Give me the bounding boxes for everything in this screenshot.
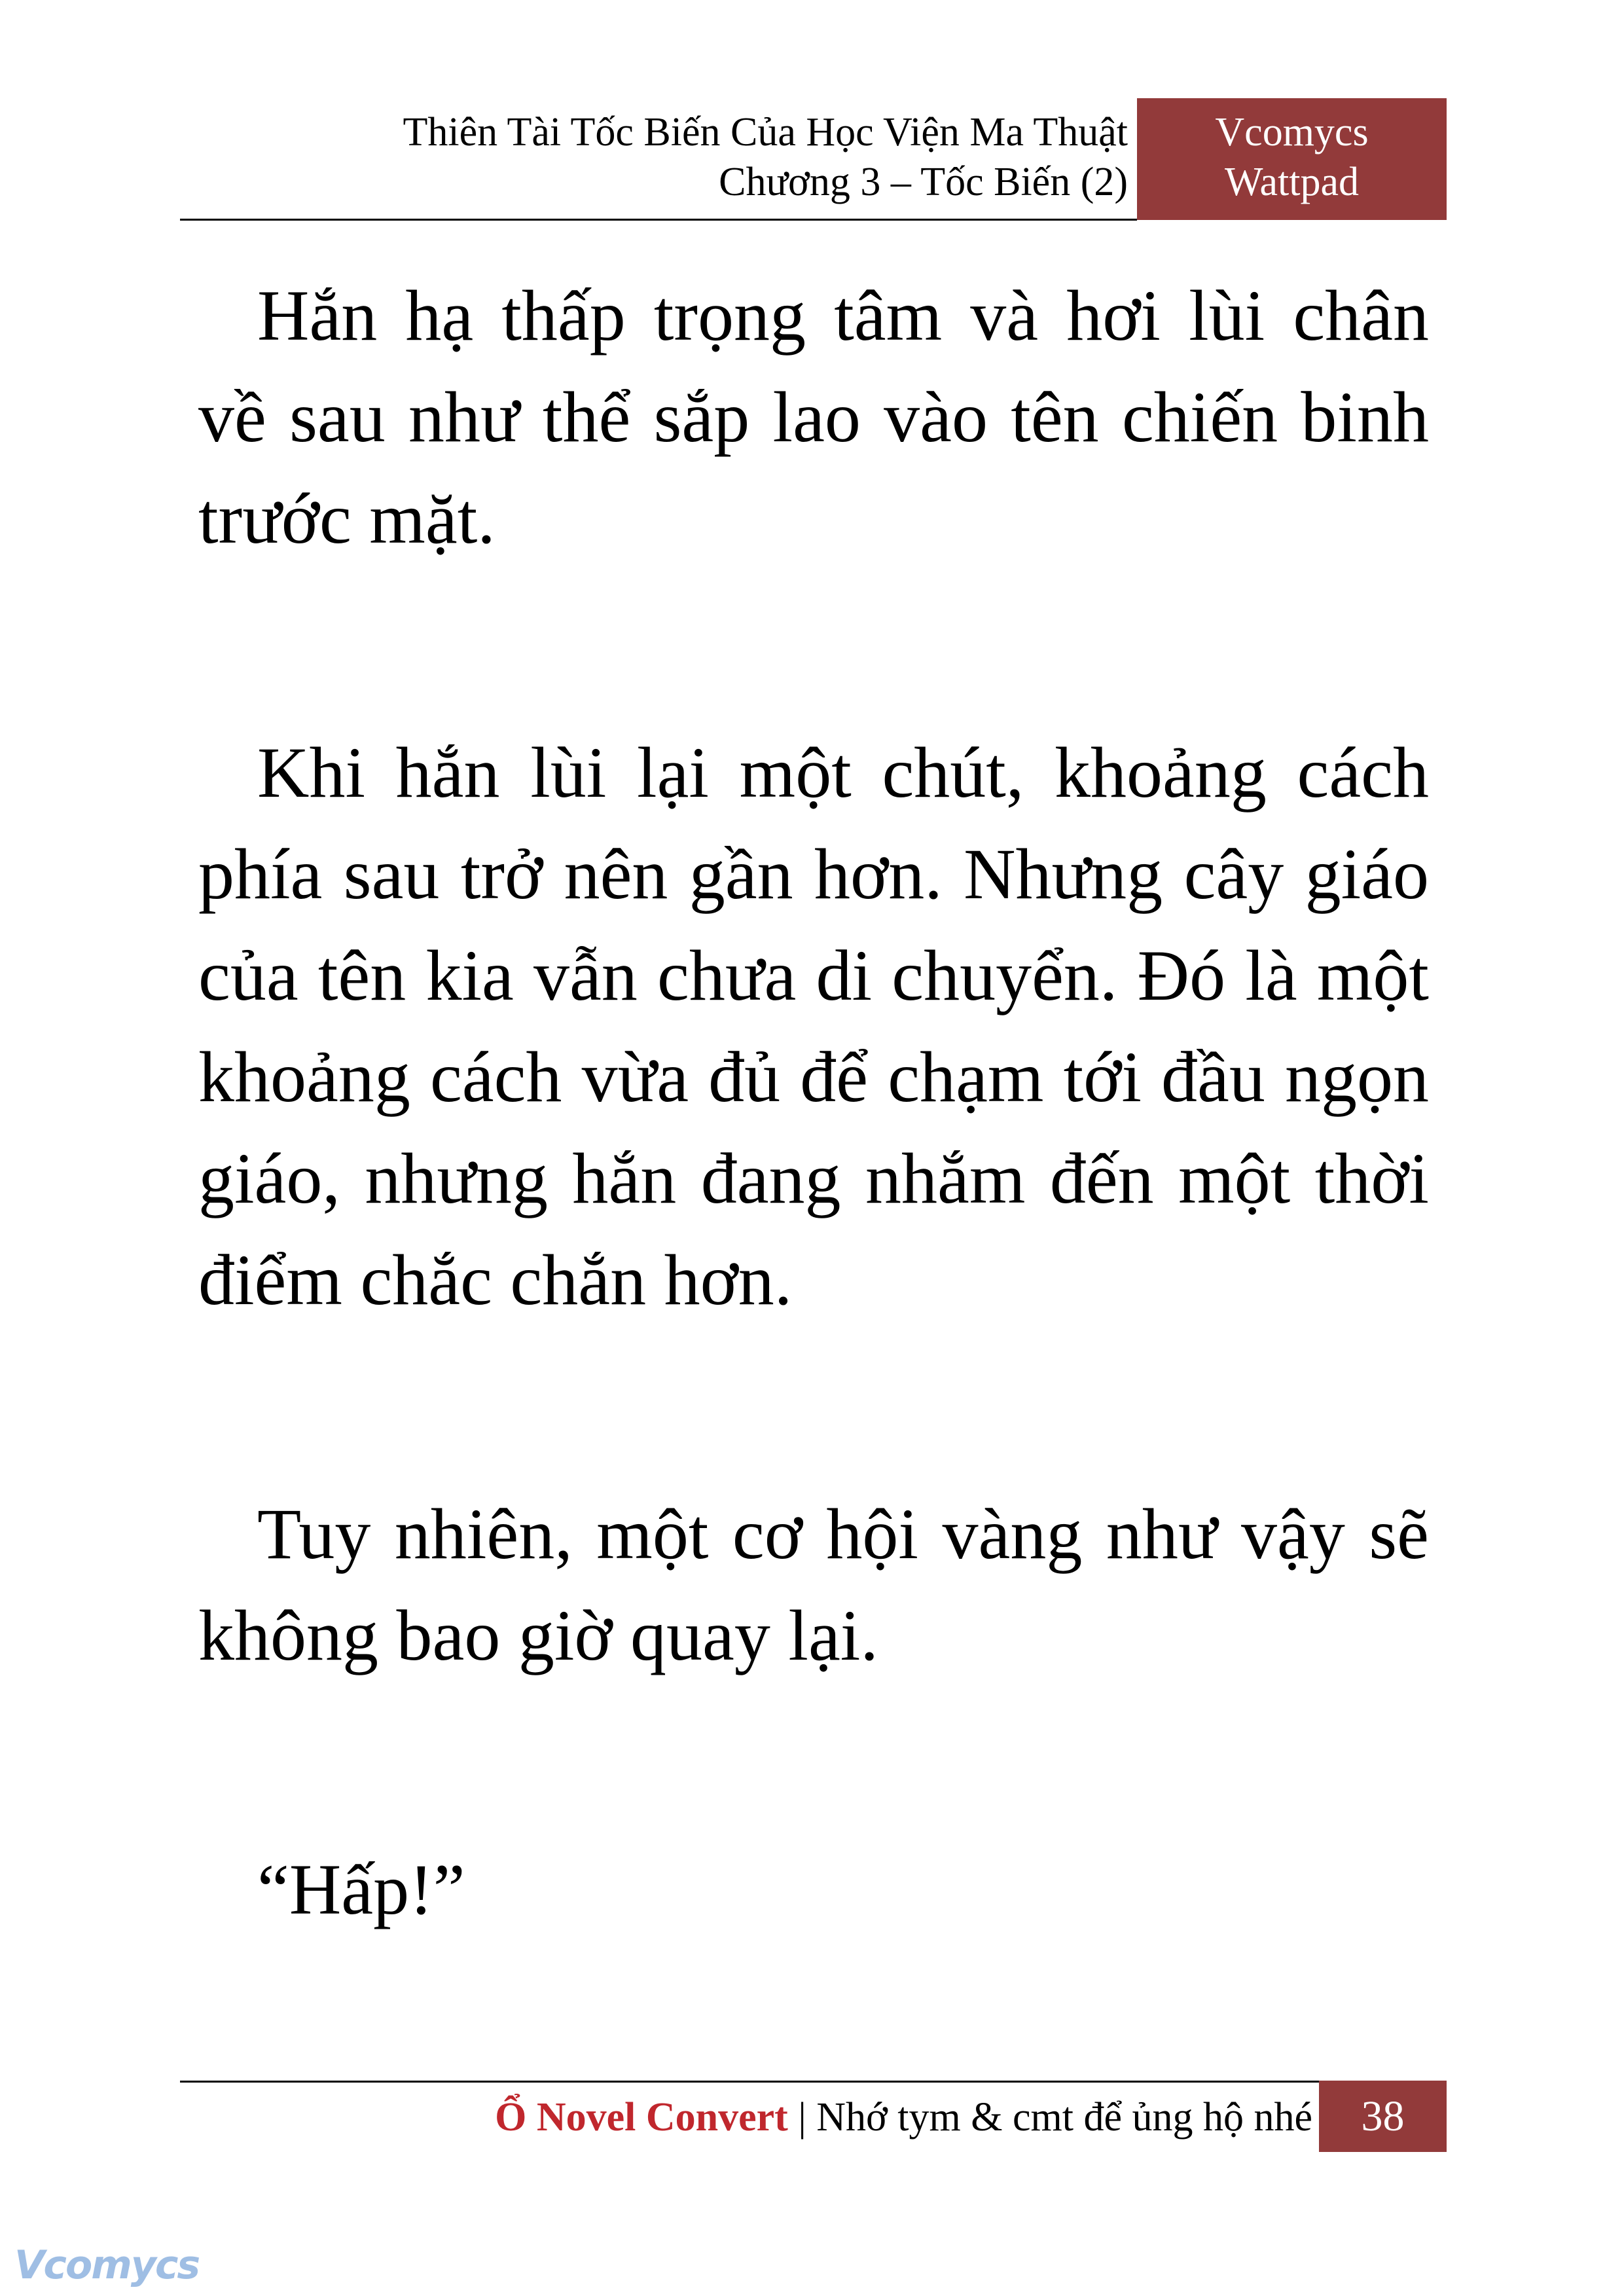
paragraph-3: Tuy nhiên, một cơ hội vàng như vậy sẽ không bao giờ quay lại. [198,1494,1429,1675]
page-number: 38 [1319,2081,1447,2152]
paragraph-1: Hắn hạ thấp trọng tâm và hơi lùi chân về sau như thể sắp lao vào tên chiến binh trước mặt. [198,276,1429,558]
badge-line-wattpad: Wattpad [1224,160,1360,204]
watermark-logo: Vcomycs [14,2242,200,2288]
source-badge [1137,98,1447,220]
header-divider [180,219,1137,221]
paragraph-4: “Hấp!” [257,1850,465,1929]
paragraph-2: Khi hắn lùi lại một chút, khoảng cách phía sau trở nên gần hơn. Nhưng cây giáo của tên kia vẫn chưa di chuyển. Đó là một khoảng cách vừa đủ để chạm tới đầu ngọn giáo, nhưng hắn đang nhắm đến một thời điểm chắc chắn hơn. [198,733,1429,1320]
footer-separator: | [787,2095,817,2140]
page-header [180,98,1447,220]
chapter-title: Chương 3 – Tốc Biến (2) [719,160,1128,204]
footer-brand: Ổ Novel Convert [495,2095,788,2140]
body-text [198,265,1429,1941]
header-titles [180,98,1128,220]
footer-message: Nhớ tym & cmt để ủng hộ nhé [816,2095,1312,2140]
footer-text [180,2083,1312,2152]
badge-line-vcomycs: Vcomycs [1215,110,1369,155]
book-title: Thiên Tài Tốc Biến Của Học Viện Ma Thuật [403,110,1128,155]
